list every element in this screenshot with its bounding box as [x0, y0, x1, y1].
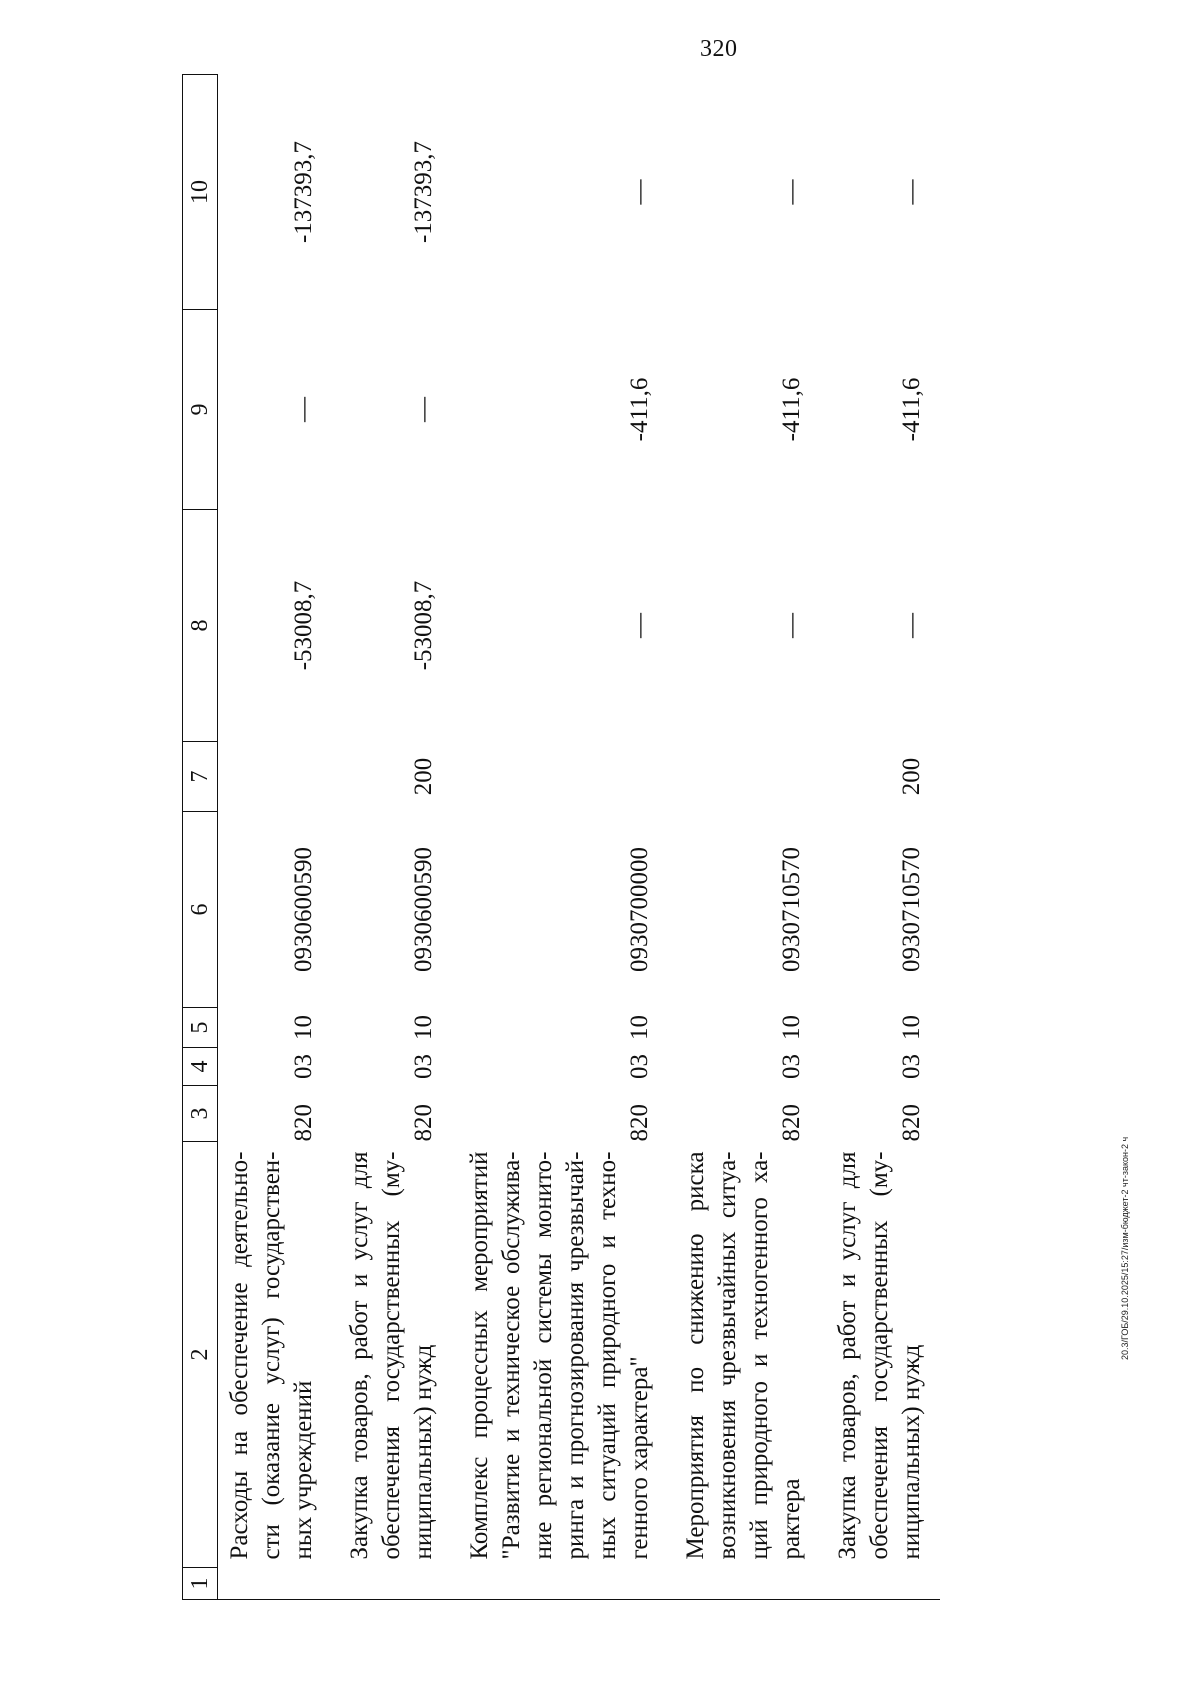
expense-type-code: 200 — [898, 757, 925, 796]
subsection-code: 10 — [290, 1015, 317, 1040]
header-col-9: 9 — [183, 310, 218, 510]
amount-col-10: — — [778, 179, 805, 205]
section-code: 03 — [898, 1054, 925, 1079]
amount-col-10: — — [626, 179, 653, 205]
amount-col-9: — — [290, 397, 317, 422]
amount-col-8: — — [778, 613, 805, 638]
amount-col-8: — — [898, 613, 925, 638]
budget-table-page — [182, 75, 1062, 1600]
expense-name: Расходы на обеспечение деятельно-сти (оказание услуг) государствен-ных учреждений — [226, 1151, 317, 1560]
amount-col-10: -137393,7 — [410, 140, 437, 244]
section-code: 03 — [626, 1054, 653, 1079]
header-col-2: 2 — [183, 1142, 218, 1568]
row-number-cell — [332, 1568, 452, 1600]
expense-type-code — [218, 742, 333, 812]
target-article-code: 0930700000 — [626, 847, 653, 972]
target-article-code: 0930600590 — [410, 847, 437, 972]
ministry-code: 820 — [626, 1104, 653, 1142]
page-number: 320 — [700, 36, 738, 62]
expense-type-code: 200 — [410, 757, 437, 796]
target-article-code: 0930710570 — [778, 847, 805, 972]
expense-type-code — [452, 742, 668, 812]
section-code: 03 — [410, 1054, 437, 1079]
amount-col-8: — — [626, 613, 653, 638]
amount-col-8: -53008,7 — [410, 580, 437, 671]
header-col-1: 1 — [183, 1568, 218, 1600]
target-article-code: 0930710570 — [898, 847, 925, 972]
header-col-10: 10 — [183, 75, 218, 310]
table-row — [668, 75, 820, 1600]
amount-col-9: -411,6 — [778, 377, 805, 442]
header-col-5: 5 — [183, 1008, 218, 1048]
expense-type-code — [668, 742, 820, 812]
ministry-code: 820 — [290, 1104, 317, 1142]
header-col-6: 6 — [183, 812, 218, 1008]
amount-col-8: -53008,7 — [290, 580, 317, 671]
row-number-cell — [668, 1568, 820, 1600]
table-row — [218, 75, 333, 1600]
target-article-code: 0930600590 — [290, 847, 317, 972]
header-col-8: 8 — [183, 510, 218, 742]
amount-col-9: -411,6 — [626, 377, 653, 442]
header-col-7: 7 — [183, 742, 218, 812]
header-col-4: 4 — [183, 1048, 218, 1086]
table-row — [820, 75, 940, 1600]
amount-col-10: — — [898, 179, 925, 205]
document-footer-code: 20.3/ГОБ/29.10.2025/15:27/изм-бюджет-2 чт-закон-2 ч — [1120, 1136, 1130, 1360]
table-row — [452, 75, 668, 1600]
expense-name: Закупка товаров, работ и услуг для обеспечения государственных (му-ниципальных) нужд — [834, 1151, 925, 1560]
budget-table — [182, 74, 940, 1600]
subsection-code: 10 — [778, 1015, 805, 1040]
row-number-cell — [452, 1568, 668, 1600]
expense-name: Комплекс процессных мероприятий "Развитие и техническое обслужива-ние региональной системы монито-ринга и прогнозирования чрезвычай-ных ситуаций природного и техно-генного характера" — [466, 1151, 653, 1560]
amount-col-9: -411,6 — [898, 377, 925, 442]
amount-col-9: — — [410, 397, 437, 422]
subsection-code: 10 — [898, 1015, 925, 1040]
amount-col-10: -137393,7 — [290, 140, 317, 244]
table-header-row — [183, 75, 218, 1600]
table-row — [332, 75, 452, 1600]
ministry-code: 820 — [898, 1104, 925, 1142]
header-col-3: 3 — [183, 1086, 218, 1142]
subsection-code: 10 — [626, 1015, 653, 1040]
subsection-code: 10 — [410, 1015, 437, 1040]
row-number-cell — [820, 1568, 940, 1600]
ministry-code: 820 — [410, 1104, 437, 1142]
row-number-cell — [218, 1568, 333, 1600]
section-code: 03 — [290, 1054, 317, 1079]
expense-name: Закупка товаров, работ и услуг для обеспечения государственных (му-ниципальных) нужд — [346, 1151, 437, 1560]
ministry-code: 820 — [778, 1104, 805, 1142]
section-code: 03 — [778, 1054, 805, 1079]
expense-name: Мероприятия по снижению риска возникновения чрезвычайных ситуа-ций природного и техногенного ха-рактера — [682, 1151, 805, 1560]
